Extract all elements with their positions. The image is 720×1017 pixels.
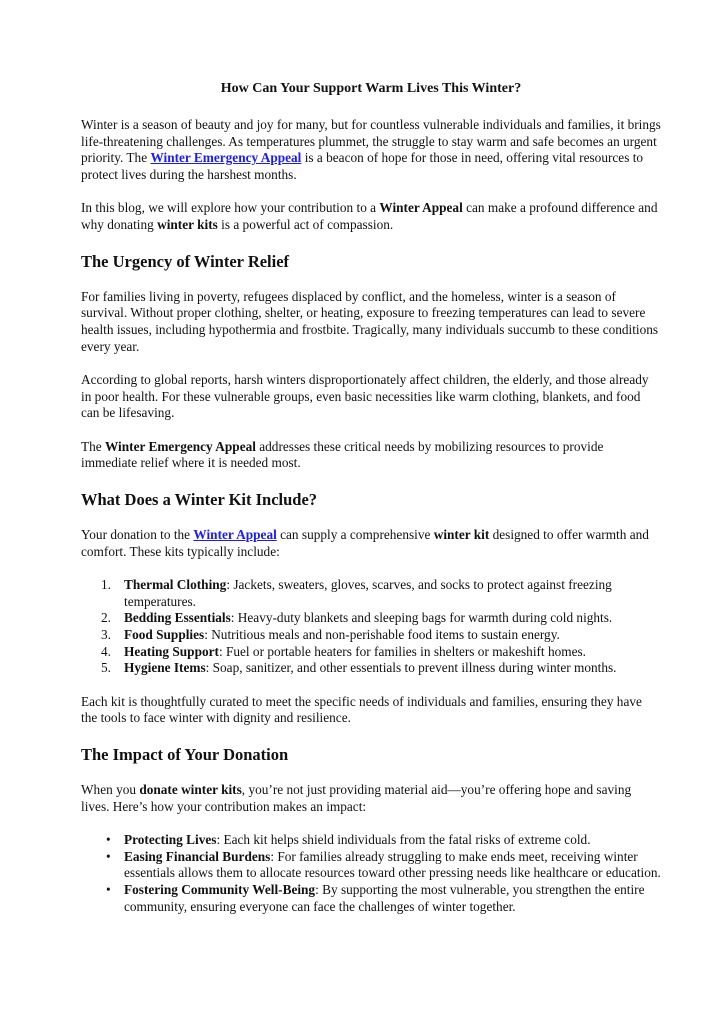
item-text: : Nutritious meals and non-perishable food items to sustain energy. (204, 627, 560, 643)
winter-kit-closing: Each kit is thoughtfully curated to meet the specific needs of individuals and families, ensuring they have the tools to face winter with dignity and resilience. (81, 693, 642, 726)
list-item (81, 644, 661, 661)
body-text: can supply a comprehensive (276, 527, 434, 543)
impact-intro (81, 782, 661, 815)
item-title: Food Supplies (124, 627, 205, 643)
urgency-paragraph-3 (81, 439, 661, 472)
item-text: : Heavy-duty blankets and sleeping bags for warmth during cold nights. (230, 610, 613, 626)
list-number: 2. (101, 610, 111, 626)
body-text: , you’re not just providing material aid—you’re offering hope and saving lives. Here’s how your contribution makes an impact: (81, 782, 632, 814)
bullet-icon: • (106, 831, 111, 847)
intro-text: is a beacon of hope for those in need, offering vital resources to protect lives during the harshest months. (81, 150, 644, 183)
bold-term: Winter Emergency Appeal (105, 438, 256, 454)
intro-paragraph-1 (81, 117, 661, 184)
item-text: : Each kit helps shield individuals from the fatal risks of extreme cold. (216, 831, 591, 847)
winter-kit-list (81, 577, 661, 677)
body-text: addresses these critical needs by mobilizing resources to provide immediate relief where it is needed most. (81, 438, 604, 471)
urgency-paragraph-1: For families living in poverty, refugees displaced by conflict, and the homeless, winter is a season of survival. Without proper clothing, shelter, or heating, exposure to freezing temperatures can lead to severe health issues, including hypothermia and frostbite. Tragically, many individuals succumb to these conditions every year. (81, 288, 659, 354)
document-page (81, 80, 661, 916)
body-text: Your donation to the (81, 527, 194, 543)
bold-term: Winter Appeal (379, 200, 463, 216)
list-number: 5. (101, 660, 111, 676)
item-text: : For families already struggling to make ends meet, receiving winter essentials allows them to allocate resources toward other pressing needs like healthcare or education. (124, 848, 661, 881)
intro-text: is a powerful act of compassion. (217, 217, 394, 233)
list-item (81, 849, 661, 882)
document-title: How Can Your Support Warm Lives This Winter? (220, 81, 522, 96)
intro-text: In this blog, we will explore how your contribution to a (81, 200, 380, 216)
winter-emergency-appeal-link[interactable]: Winter Emergency Appeal (150, 150, 302, 166)
item-title: Protecting Lives (124, 831, 217, 847)
item-text: : By supporting the most vulnerable, you strengthen the entire community, ensuring everyone can face the challenges of winter together. (124, 882, 645, 914)
winter-kit-intro (81, 527, 661, 560)
intro-paragraph-2 (81, 200, 661, 233)
item-title: Easing Financial Burdens (124, 848, 271, 864)
urgency-paragraph-2: According to global reports, harsh winters disproportionately affect children, the elderly, and those already in poor health. For these vulnerable groups, even basic necessities like warm clothing, blankets, and food can be lifesaving. (81, 372, 649, 421)
list-item (81, 660, 661, 677)
list-number: 3. (101, 627, 111, 643)
list-number: 4. (101, 643, 111, 659)
body-text: When you (81, 782, 140, 798)
winter-appeal-link[interactable]: Winter Appeal (193, 527, 277, 543)
item-title: Bedding Essentials (124, 610, 231, 626)
item-text: : Jackets, sweaters, gloves, scarves, and socks to protect against freezing temperatures. (124, 576, 612, 609)
body-text: designed to offer warmth and comfort. These kits typically include: (81, 527, 649, 559)
body-text: The (81, 438, 105, 454)
item-text: : Soap, sanitizer, and other essentials to prevent illness during winter months. (205, 660, 617, 676)
list-item (81, 627, 661, 644)
item-text: : Fuel or portable heaters for families in shelters or makeshift homes. (218, 643, 586, 659)
bold-term: winter kits (157, 217, 218, 233)
bullet-icon: • (106, 882, 111, 898)
section-heading-impact: The Impact of Your Donation (81, 745, 289, 765)
impact-list (81, 832, 661, 916)
item-title: Hygiene Items (124, 660, 206, 676)
list-item (81, 610, 661, 627)
section-heading-urgency: The Urgency of Winter Relief (81, 251, 290, 271)
list-number: 1. (101, 576, 111, 592)
bold-term: winter kit (433, 527, 490, 543)
intro-text: can make a profound difference and why donating (81, 200, 658, 233)
list-item (81, 577, 661, 610)
bold-term: donate winter kits (139, 782, 242, 798)
item-title: Fostering Community Well-Being (124, 882, 316, 898)
bullet-icon: • (106, 848, 111, 864)
list-item (81, 882, 661, 915)
intro-text: Winter is a season of beauty and joy for many, but for countless vulnerable individuals and families, it brings life-threatening challenges. As temperatures plummet, the struggle to stay warm and safe becomes an urgent priority. The (81, 117, 661, 166)
list-item (81, 832, 661, 849)
item-title: Thermal Clothing (124, 576, 227, 592)
section-heading-winter-kit: What Does a Winter Kit Include? (81, 490, 318, 510)
item-title: Heating Support (124, 643, 219, 659)
